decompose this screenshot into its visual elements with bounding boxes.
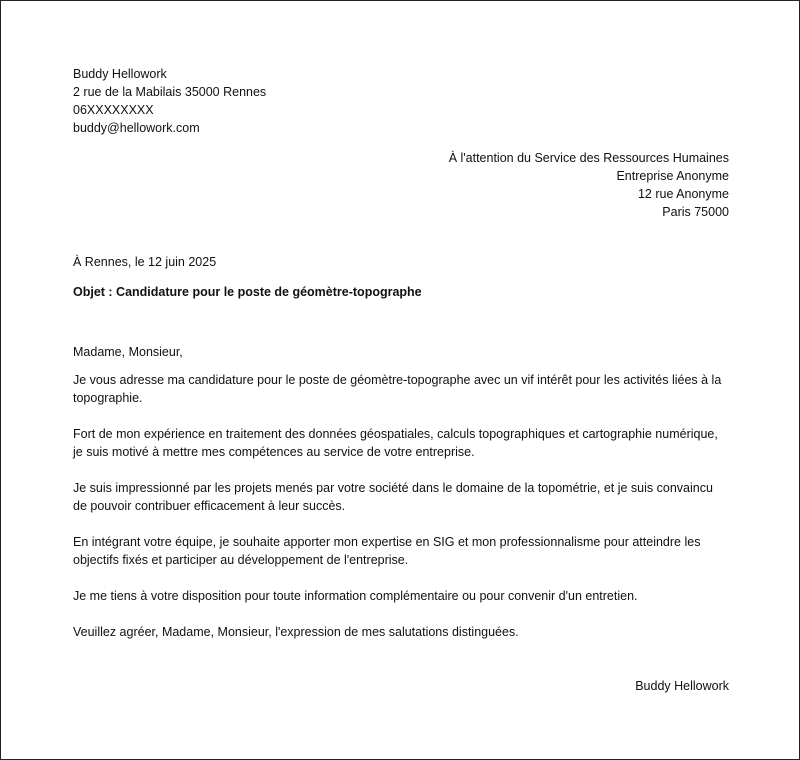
letter-content xyxy=(73,65,729,695)
recipient-city: Paris 75000 xyxy=(662,205,729,219)
body-paragraph-3: Je suis impressionné par les projets menés par votre société dans le domaine de la topométrie, et je suis convaincu de pouvoir contribuer efficacement à leur succès. xyxy=(73,481,713,513)
sender-address: 2 rue de la Mabilais 35000 Rennes xyxy=(73,85,267,99)
sender-email: buddy@hellowork.com xyxy=(73,121,200,135)
body-paragraph-4: En intégrant votre équipe, je souhaite apporter mon expertise en SIG et mon professionnalisme pour atteindre les objectifs fixés et participer au développement de l'entreprise. xyxy=(73,535,701,567)
sender-phone: 06XXXXXXXX xyxy=(73,103,154,117)
recipient-attention: À l'attention du Service des Ressources Humaines xyxy=(448,151,729,165)
sender-block xyxy=(73,65,729,137)
closing-paragraph: Veuillez agréer, Madame, Monsieur, l'expression de mes salutations distinguées. xyxy=(73,625,519,639)
body-paragraph-1: Je vous adresse ma candidature pour le poste de géomètre-topographe avec un vif intérêt pour les activités liées à la topographie. xyxy=(73,373,722,405)
body-paragraph-5: Je me tiens à votre disposition pour toute information complémentaire ou pour convenir d'un entretien. xyxy=(73,589,638,603)
recipient-block xyxy=(73,149,729,221)
date-line: À Rennes, le 12 juin 2025 xyxy=(73,255,217,269)
subject-line: Objet : Candidature pour le poste de géomètre-topographe xyxy=(73,285,422,299)
sender-name: Buddy Hellowork xyxy=(73,67,167,81)
body-paragraph-2: Fort de mon expérience en traitement des données géospatiales, calculs topographiques et cartographie numérique, je suis motivé à mettre mes compétences au service de votre entreprise. xyxy=(73,427,718,459)
recipient-street: 12 rue Anonyme xyxy=(637,187,729,201)
signature: Buddy Hellowork xyxy=(635,679,729,693)
greeting: Madame, Monsieur, xyxy=(73,345,183,359)
recipient-company: Entreprise Anonyme xyxy=(616,169,729,183)
